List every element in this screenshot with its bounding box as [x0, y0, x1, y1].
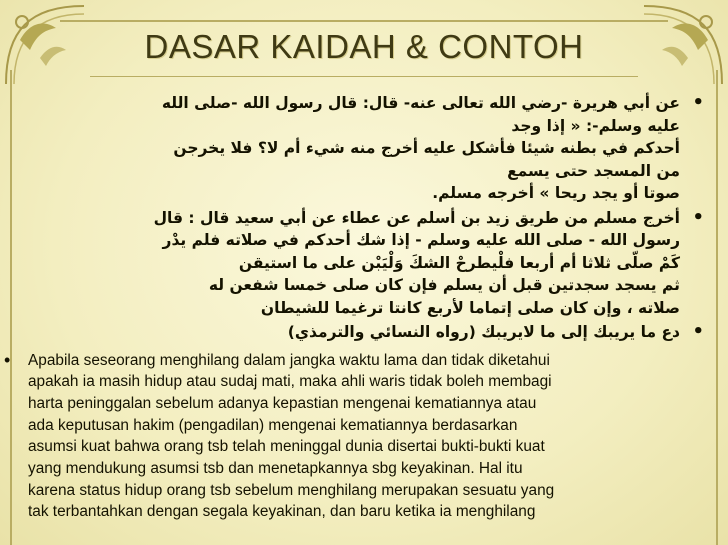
text-line: asumsi kuat bahwa orang tsb telah meninggal dunia disertai bukti-bukti kuat — [28, 438, 545, 456]
text-line: apakah ia masih hidup atau sudaj mati, maka ahli waris tidak boleh membagi — [28, 373, 552, 391]
bullet-arabic-hadith-2 — [22, 207, 710, 320]
text-line: صلاته ، وإن كان صلى إتماما لأربع كانتا ترغيما للشيطان — [260, 298, 680, 317]
text-line: أحدكم في بطنه شيئا فأشكل عليه أخرج منه شيء أم لا؟ فلا يخرجن — [173, 139, 680, 157]
text-line: كَمْ صلّى ثلاثا أم أربعا فلْيطرحْ الشكَ وَلْيَبْن على ما استيقن — [238, 253, 680, 272]
bullet-arabic-hadith-3 — [22, 321, 710, 344]
bullet-dot: • — [4, 349, 11, 370]
bullet-arabic-hadith-1 — [22, 92, 710, 205]
bullet-dot: • — [692, 321, 704, 342]
text-line: عليه وسلم-: « إذا وجد — [511, 116, 680, 135]
frame-top-line — [60, 20, 668, 22]
text-line: ada keputusan hakim (pengadilan) mengenai kematiannya berdasarkan — [28, 416, 518, 434]
text-line: عن أبي هريرة -رضي الله تعالى عنه- قال: قال رسول الله -صلى الله — [161, 94, 680, 112]
text-line: ثم يسجد سجدتين قبل أن يسلم فإن كان صلى خمسا شفعن له — [208, 276, 680, 294]
text-line: yang mendukung asumsi tsb dan menetapkannya sbg keyakinan. Hal itu — [28, 460, 523, 478]
slide-title: DASAR KAIDAH & CONTOH — [144, 28, 584, 65]
bullet-dot: • — [692, 92, 704, 113]
text-line: harta peninggalan sebelum adanya kepastian mengenai kematiannya atau — [28, 394, 537, 412]
text-line: أخرج مسلم من طريق زيد بن أسلم عن عطاء عن أبي سعيد قال : قال — [153, 208, 680, 227]
text-line: karena status hidup orang tsb sebelum menghilang merupakan sesuatu yang — [28, 481, 555, 499]
text-line: tak terbantahkan dengan segala keyakinan, dan baru ketika ia menghilang — [28, 503, 536, 521]
bullet-latin-explanation — [4, 350, 710, 524]
bullet-dot: • — [692, 206, 704, 228]
text-line: صوتا أو يجد ريحا » أخرجه مسلم. — [432, 184, 680, 202]
text-line: دع ما يريبك إلى ما لايريبك (رواه النسائي والترمذي) — [287, 323, 680, 341]
text-line: Apabila seseorang menghilang dalam jangka waktu lama dan tidak diketahui — [28, 351, 550, 369]
text-line: من المسجد حتى يسمع — [507, 161, 680, 180]
frame-right-line — [716, 70, 718, 545]
bullet-list — [4, 92, 710, 523]
frame-header-line — [90, 76, 638, 77]
text-line: رسول الله - صلى الله عليه وسلم - إذا شك أحدكم في صلاته فلم يدْر — [162, 231, 680, 249]
